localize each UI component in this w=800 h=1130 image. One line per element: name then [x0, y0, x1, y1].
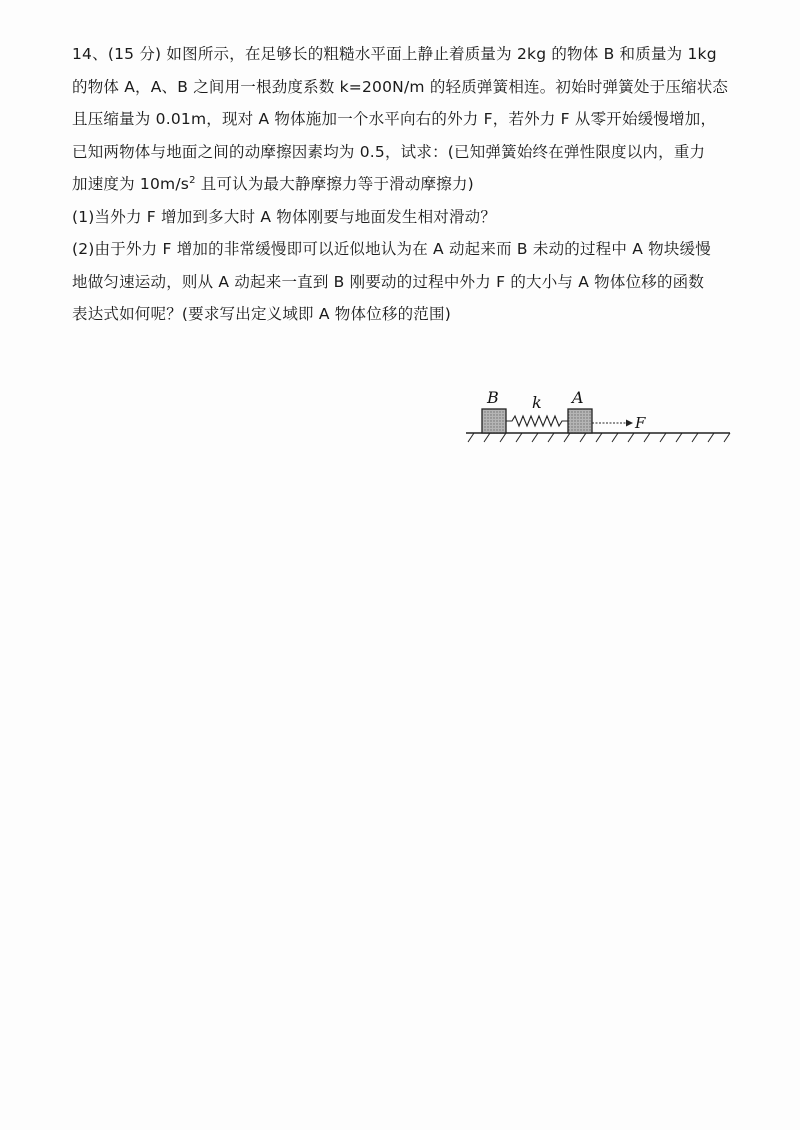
friction-note: 且可认为最大静摩擦力等于滑动摩擦力) [195, 175, 474, 193]
gravity-text: 加速度为 10m/s [72, 175, 190, 193]
label-b: B [487, 388, 499, 407]
label-a: A [572, 388, 584, 407]
question-stem-line-3: 且压缩量为 0.01m，现对 A 物体施加一个水平向右的外力 F，若外力 F 从零开始缓慢增加， [72, 110, 717, 128]
force-arrowhead-icon [626, 420, 633, 427]
question-14 [72, 38, 729, 331]
block-b [482, 409, 506, 433]
block-a [568, 409, 592, 433]
spring [506, 416, 568, 426]
question-stem-line-1 [72, 38, 717, 71]
label-f: F [635, 414, 646, 432]
spring-block-diagram [460, 384, 740, 454]
question-part-1: (1)当外力 F 增加到多大时 A 物体刚要与地面发生相对滑动？ [72, 207, 497, 226]
exponent: 2 [189, 174, 196, 186]
stem-text-1: 如图所示，在足够长的粗糙水平面上静止着质量为 2kg 的物体 B 和质量为 1kg [166, 45, 717, 63]
question-points: (15 分) [107, 45, 162, 63]
question-stem-line-5 [72, 168, 712, 201]
ground-hatching [468, 433, 730, 442]
question-number: 14、 [72, 45, 108, 63]
question-part-2-line-2: 地做匀速运动，则从 A 动起来一直到 B 刚要动的过程中外力 F 的大小与 A 物体位移的函数 [72, 272, 705, 291]
label-k: k [532, 393, 542, 412]
question-part-2-line-1: (2)由于外力 F 增加的非常缓慢即可以近似地认为在 A 动起来而 B 未动的过程中 A 物块缓慢 [72, 240, 711, 258]
question-part-2-line-3: 表达式如何呢？(要求写出定义域即 A 物体位移的范围) [72, 305, 451, 323]
question-stem-line-4: 已知两物体与地面之间的动摩擦因素均为 0.5，试求：(已知弹簧始终在弹性限度以内，重力 [72, 142, 706, 161]
question-stem-line-2: 的物体 A，A、B 之间用一根劲度系数 k=200N/m 的轻质弹簧相连。初始时弹簧处于压缩状态 [72, 77, 729, 96]
